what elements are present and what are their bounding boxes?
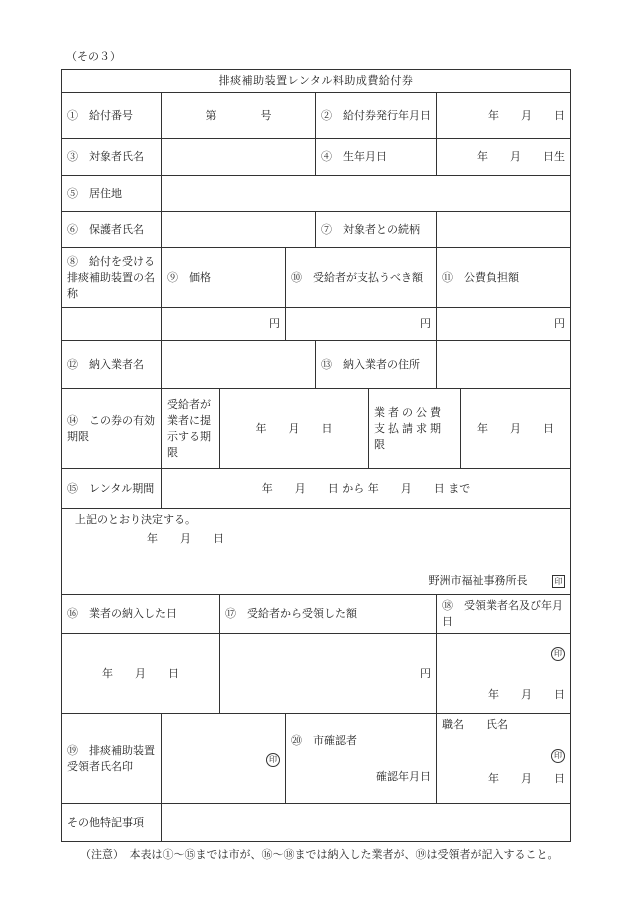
price-field[interactable]: 円 <box>162 308 286 341</box>
address-field[interactable] <box>162 176 571 212</box>
claim-deadline-label: 業者の公費支払請求期限 <box>369 389 461 469</box>
confirmer-seal: 印 <box>551 749 565 763</box>
other-notes-field[interactable] <box>162 804 571 842</box>
office-signature <box>67 573 565 589</box>
received-amount-label: ⑰ 受給者から受領した額 <box>220 595 437 634</box>
vendor-name-field[interactable] <box>162 341 316 389</box>
device-name-label: ⑧ 給付を受ける排痰補助装置の名称 <box>62 248 162 308</box>
issue-date-label: ② 給付券発行年月日 <box>316 93 437 139</box>
office-seal: 印 <box>552 575 565 588</box>
present-deadline-label: 受給者が業者に提示する期限 <box>162 389 220 469</box>
receiver-seal-field[interactable] <box>162 714 286 804</box>
receiver-seal-label: ⑲ 排痰補助装置受領者氏名印 <box>62 714 162 804</box>
guardian-name-label: ⑥ 保護者氏名 <box>62 212 162 248</box>
confirm-date-label: 確認年月日 <box>376 769 431 783</box>
birthdate-field[interactable]: 年 月 日生 <box>437 139 571 176</box>
other-notes-label: その他特記事項 <box>62 804 162 842</box>
relation-field[interactable] <box>437 212 571 248</box>
validity-label: ⑭ この券の有効期限 <box>62 389 162 469</box>
vendor-address-label: ⑬ 納入業者の住所 <box>316 341 437 389</box>
recipient-name-label: ③ 対象者氏名 <box>62 139 162 176</box>
public-expense-field[interactable]: 円 <box>437 308 571 341</box>
vendor-address-field[interactable] <box>437 341 571 389</box>
present-deadline-field[interactable]: 年 月 日 <box>220 389 369 469</box>
guardian-name-field[interactable] <box>162 212 316 248</box>
decision-text: 上記のとおり決定する。 <box>75 513 196 526</box>
city-confirm-block <box>286 714 437 804</box>
form-title: 排痰補助装置レンタル料助成費給付券 <box>62 70 571 93</box>
issue-date-field[interactable]: 年 月 日 <box>437 93 571 139</box>
rental-period-field[interactable]: 年 月 日 から 年 月 日 まで <box>162 469 571 509</box>
vendor-seal: 印 <box>551 647 565 661</box>
public-expense-label: ⑪ 公費負担額 <box>437 248 571 308</box>
grant-number-label: ① 給付番号 <box>62 93 162 139</box>
rental-period-label: ⑮ レンタル期間 <box>62 469 162 509</box>
voucher-form <box>61 69 571 842</box>
page-label: （その３） <box>66 50 121 63</box>
vendor-signature-field[interactable] <box>437 634 571 714</box>
title-name-label: 職名 氏名 <box>442 718 508 731</box>
grant-number-field[interactable]: 第 号 <box>162 93 316 139</box>
address-label: ⑤ 居住地 <box>62 176 162 212</box>
price-label: ⑨ 価格 <box>162 248 286 308</box>
received-amount-field[interactable]: 円 <box>220 634 437 714</box>
confirm-date-field: 年 月 日 <box>488 772 566 785</box>
office-name: 野洲市福祉事務所長 <box>428 574 528 587</box>
birthdate-label: ④ 生年月日 <box>316 139 437 176</box>
decision-date[interactable]: 年 月 日 <box>147 532 224 545</box>
decision-block <box>62 509 571 595</box>
vendor-sign-date: 年 月 日 <box>488 687 566 701</box>
vendor-signature-label: ⑱ 受領業者名及び年月日 <box>437 595 571 634</box>
recipient-payment-label: ⑩ 受給者が支払うべき額 <box>286 248 437 308</box>
receiver-seal: 印 <box>266 753 280 767</box>
recipient-payment-field[interactable]: 円 <box>286 308 437 341</box>
device-name-field[interactable] <box>62 308 162 341</box>
instruction-note: （注意） 本表は①～⑮までは市が、⑯～⑱までは納入した業者が、⑲は受領者が記入すること。 <box>80 848 559 861</box>
delivery-date-label: ⑯ 業者の納入した日 <box>62 595 220 634</box>
confirmer-field[interactable] <box>437 714 571 804</box>
delivery-date-field[interactable]: 年 月 日 <box>62 634 220 714</box>
recipient-name-field[interactable] <box>162 139 316 176</box>
relation-label: ⑦ 対象者との続柄 <box>316 212 437 248</box>
claim-deadline-field[interactable]: 年 月 日 <box>461 389 571 469</box>
city-confirmer-label: ⑳ 市確認者 <box>291 733 357 747</box>
vendor-name-label: ⑫ 納入業者名 <box>62 341 162 389</box>
